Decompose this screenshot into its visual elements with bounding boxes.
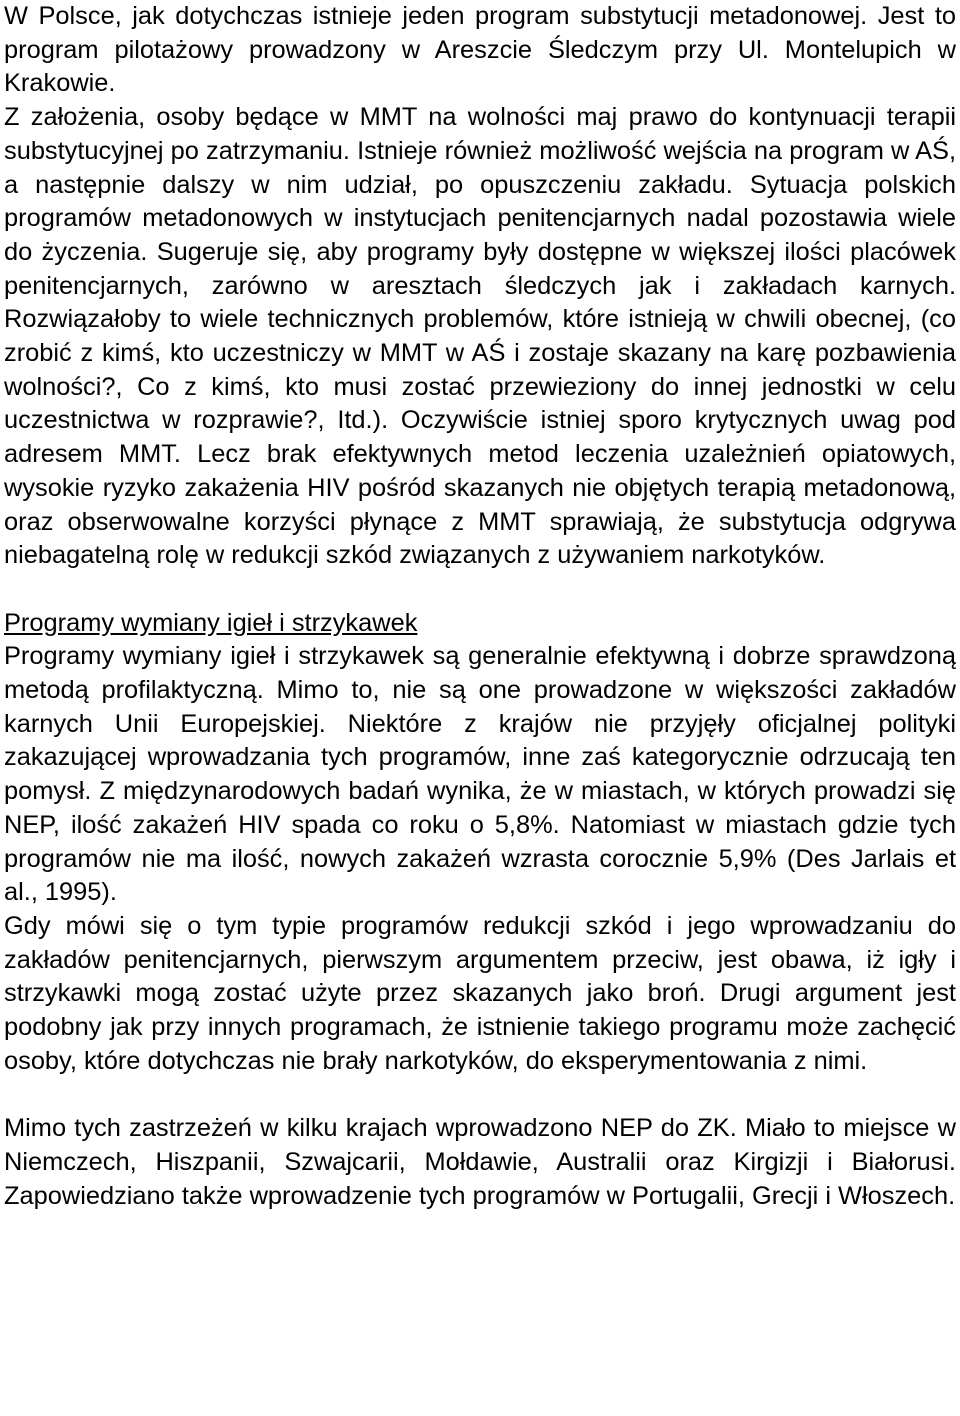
paragraph-spacer bbox=[4, 573, 956, 607]
paragraph-nep-countries: Mimo tych zastrzeżeń w kilku krajach wprowadzono NEP do ZK. Miało to miejsce w Niemczech, Hiszpanii, Szwajcarii, Mołdawie, Australii oraz Kirgizji i Białorusi. Zapowiedziano także wprowadzenie tych programów w Portugalii, Grecji i Włoszech. bbox=[4, 1114, 956, 1210]
paragraph-poland-intro: W Polsce, jak dotychczas istnieje jeden program substytucji metadonowej. Jest to program pilotażowy prowadzony w Areszcie Śledczym przy Ul. Montelupich w Krakowie. bbox=[4, 2, 956, 98]
paragraph-nep-arguments: Gdy mówi się o tym typie programów redukcji szkód i jego wprowadzaniu do zakładów penitencjarnych, pierwszym argumentem przeciw, jest obawa, iż igły i strzykawki mogą zostać użyte przez skazanych jako broń. Drugi argument jest podobny jak przy innych programach, że istnienie takiego programu może zachęcić osoby, które dotychczas nie brały narkotyków, do eksperymentowania z nimi. bbox=[4, 911, 956, 1075]
section-heading: Programy wymiany igieł i strzykawek bbox=[4, 608, 418, 637]
paragraph-mmt-assumptions: Z założenia, osoby będące w MMT na wolności maj prawo do kontynuacji terapii substytucyjnej po zatrzymaniu. Istnieje również możliwość wejścia na program w AŚ, a następnie dalszy w nim udział, po opuszczeniu zakładu. Sytuacja polskich programów metadonowych w instytucjach penitencjarnych nadal pozostawia wiele do życzenia. Sugeruje się, aby programy były dostępne w większej ilości placówek penitencjarnych, zarówno w aresztach śledczych jak i zakładach karnych. Rozwiązałoby to wiele technicznych problemów, które istnieją w chwili obecnej, (co zrobić z kimś, kto uczestniczy w MMT w AŚ i zostaje skazany na karę pozbawienia wolności?, Co z kimś, kto musi zostać przewieziony do innej jednostki w celu uczestnictwa w rozprawie?, Itd.). Oczywiście istniej sporo krytycznych uwag pod adresem MMT. Lecz brak efektywnych metod leczenia uzależnień opiatowych, wysokie ryzyko zakażenia HIV pośród skazanych nie objętych terapią metadonową, oraz obserwowalne korzyści płynące z MMT sprawiają, że substytucja odgrywa niebagatelną rolę w redukcji szkód związanych z używaniem narkotyków. bbox=[4, 103, 956, 570]
paragraph-nep-overview: Programy wymiany igieł i strzykawek są generalnie efektywną i dobrze sprawdzoną metodą profilaktyczną. Mimo to, nie są one prowadzone w większości zakładów karnych Unii Europejskiej. Niektóre z krajów nie przyjęły oficjalnej polityki zakazującej wprowadzania tych programów, inne zaś kategorycznie odrzucają ten pomysł. Z międzynarodowych badań wynika, że w miastach, w których prowadzi się NEP, ilość zakażeń HIV spada co roku o 5,8%. Natomiast w miastach gdzie tych programów nie ma ilość, nowych zakażeń wzrasta corocznie 5,9% (Des Jarlais et al., 1995). bbox=[4, 642, 956, 907]
paragraph-spacer bbox=[4, 1078, 956, 1112]
